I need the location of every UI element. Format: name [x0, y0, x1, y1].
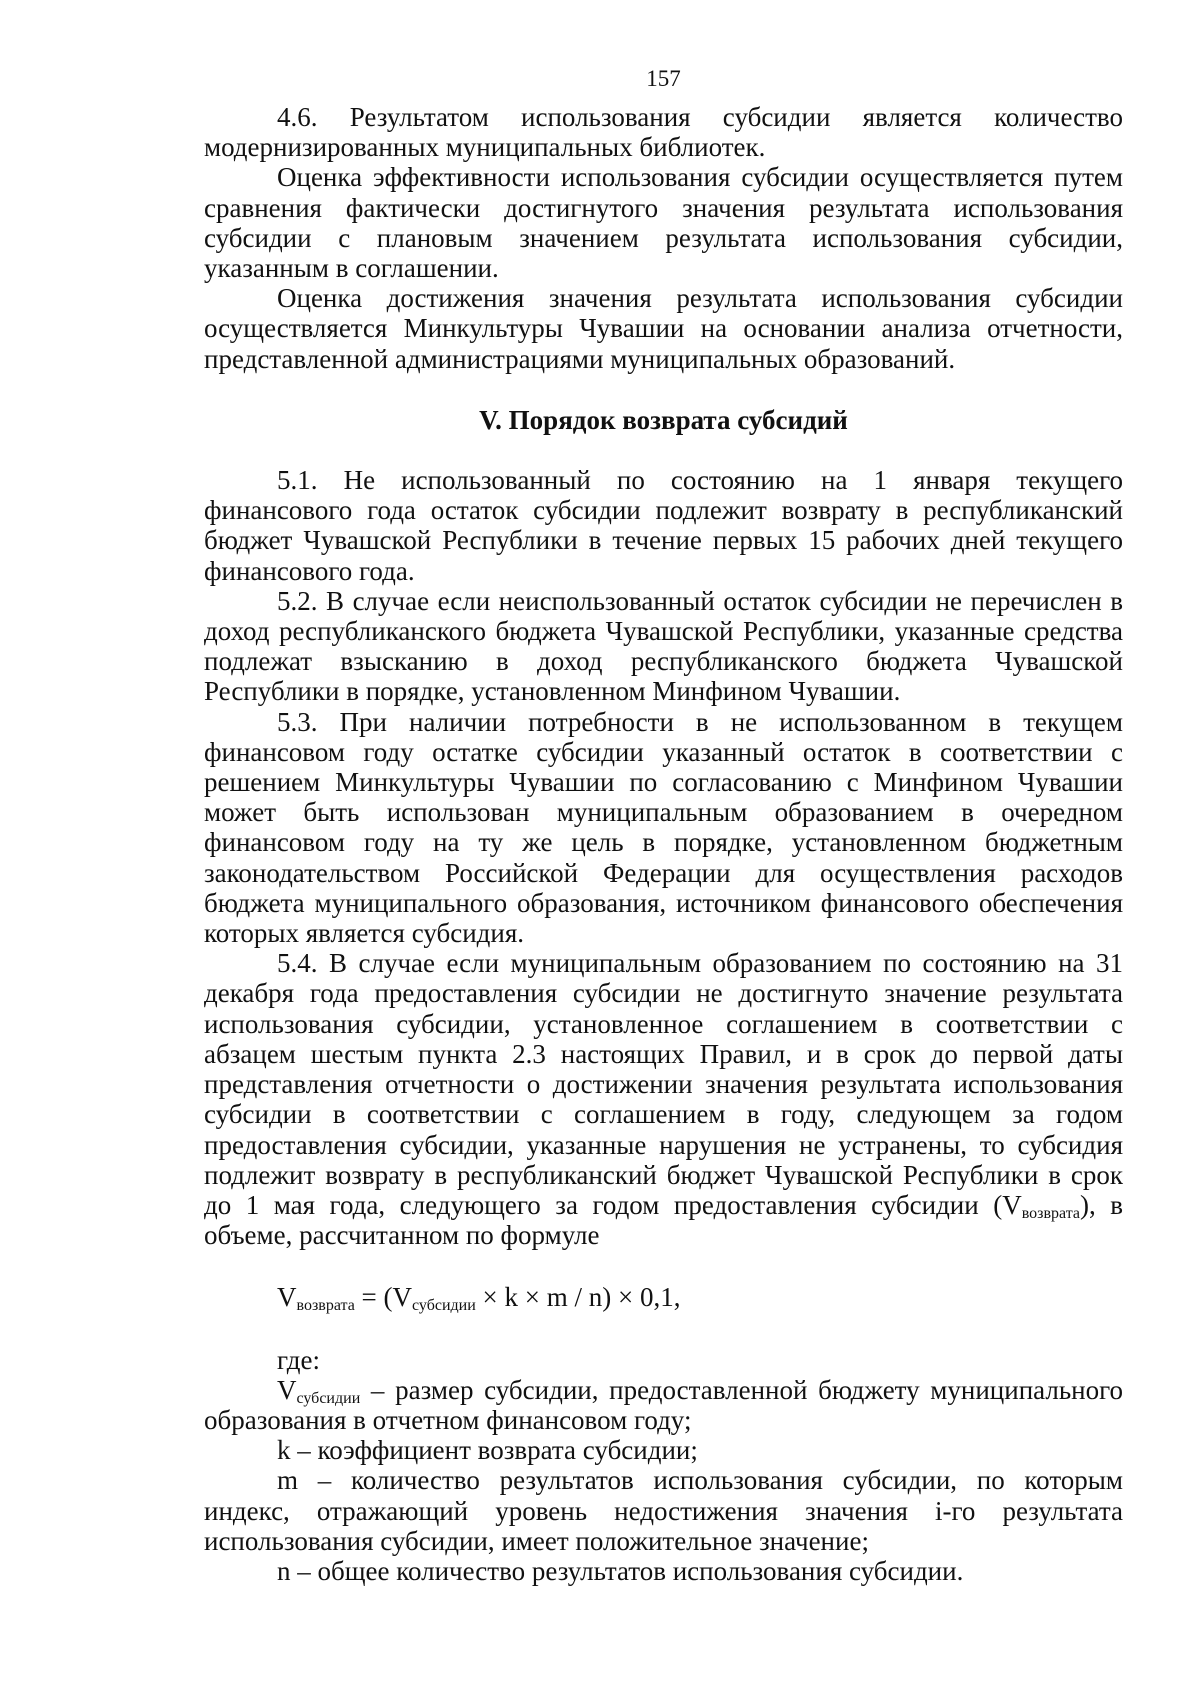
definition-v-subsidy: [204, 1375, 1123, 1435]
paragraph-5-4-text: 5.4. В случае если муниципальным образованием по состоянию на 31 декабря года предоставления субсидии не достигнуто значение результата использования субсидии, установленное соглашением в соответствии с абзацем шестым пункта 2.3 настоящих Правил, и в срок до первой даты представления отчетности о достижении значения результата использования субсидии в соответствии с соглашением в году, следующем за годом предоставления субсидии, указанные нарушения не устранены, то субсидия подлежит возврату в республиканский бюджет Чувашской Республики в срок до 1 мая года, следующего за годом предоставления субсидии (: [204, 948, 1123, 1220]
page-number: 157: [646, 66, 681, 91]
formula-equals: = (V: [354, 1282, 413, 1313]
paragraph-evaluation: Оценка эффективности использования субсидии осуществляется путем сравнения фактически достигнутого значения результата использования субсидии с плановым значением результата использования субсидии, указанным в соглашении.: [204, 162, 1123, 284]
paragraph-5-4-tail: ), в объеме, рассчитанном по формуле: [204, 1189, 1123, 1251]
definition-k: k – коэффициент возврата субсидии;: [277, 1435, 698, 1466]
paragraph-5-4: [204, 948, 1123, 1250]
def-v-text: – размер субсидии, предоставленной бюджету муниципального образования в отчетном финансовом году;: [204, 1374, 1123, 1435]
paragraph-5-2: 5.2. В случае если неиспользованный остаток субсидии не перечислен в доход республиканского бюджета Чувашской Республики, указанные средства подлежат взысканию в доход республиканского бюджета Чувашской Республики в порядке, установленном Минфином Чувашии.: [204, 585, 1123, 707]
formula-rest: × k × m / n) × 0,1,: [475, 1282, 681, 1313]
document-page: [204, 64, 1123, 1586]
v-subscript: возврата: [1021, 1204, 1080, 1222]
def-v-symbol: V: [277, 1374, 297, 1405]
definition-m: m – количество результатов использования субсидии, по которым индекс, отражающий уровень недостижения значения i-го результата использования субсидии, имеет положительное значение;: [204, 1465, 1123, 1556]
paragraph-5-1: 5.1. Не использованный по состоянию на 1 января текущего финансового года остаток субсидии подлежит возврату в республиканский бюджет Чувашской Республики в течение первых 15 рабочих дней текущего финансового года.: [204, 465, 1123, 586]
def-v-subscript: субсидии: [296, 1389, 361, 1407]
where-label: где:: [277, 1344, 320, 1375]
definition-n: n – общее количество результатов использования субсидии.: [277, 1555, 964, 1586]
paragraph-4-6: 4.6. Результатом использования субсидии является количество модернизированных муниципальных библиотек.: [204, 102, 1123, 163]
v-symbol: V: [1002, 1189, 1022, 1220]
formula-v-subscript: возврата: [296, 1297, 355, 1315]
return-formula: [204, 1282, 1123, 1315]
paragraph-achievement: Оценка достижения значения результата использования субсидии осуществляется Минкультуры Чувашии на основании анализа отчетности, представленной администрациями муниципальных образований.: [204, 283, 1123, 374]
section-heading: V. Порядок возврата субсидий: [479, 404, 848, 435]
formula-vsub-subscript: субсидии: [412, 1297, 476, 1315]
paragraph-5-3: 5.3. При наличии потребности в не использованном в текущем финансовом году остатке субсидии указанный остаток в соответствии с решением Минкультуры Чувашии по согласованию с Минфином Чувашии может быть использован муниципальным образованием в очередном финансовом году на ту же цель в порядке, установленном бюджетным законодательством Российской Федерации для осуществления расходов бюджета муниципального образования, источником финансового обеспечения которых является субсидия.: [204, 706, 1123, 949]
formula-v: V: [277, 1282, 297, 1313]
